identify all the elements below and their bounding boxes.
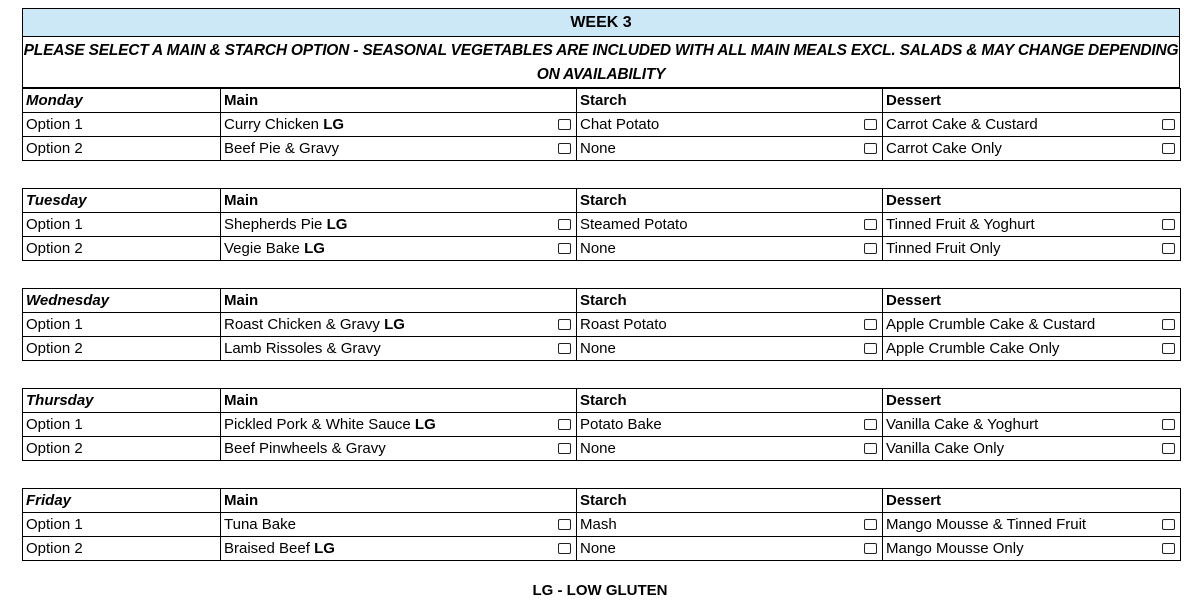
main-cell [221, 337, 577, 361]
option-row [23, 313, 1181, 337]
main-dish [224, 140, 339, 157]
dessert-name: Apple Crumble Cake & Custard [886, 316, 1096, 333]
main-select-checkbox[interactable] [558, 519, 571, 530]
low-gluten-tag: LG [414, 416, 436, 433]
dessert-cell [883, 513, 1181, 537]
main-select-checkbox[interactable] [558, 243, 571, 254]
dessert-select-checkbox[interactable] [1162, 519, 1175, 530]
main-cell [221, 113, 577, 137]
main-dish-name: Pickled Pork & White Sauce [224, 416, 411, 433]
day-header-row [23, 389, 1181, 413]
main-cell [221, 137, 577, 161]
day-spacer [22, 261, 1180, 288]
main-select-checkbox[interactable] [558, 419, 571, 430]
option-label: Option 2 [23, 337, 221, 361]
dessert-select-checkbox[interactable] [1162, 543, 1175, 554]
main-dish [224, 540, 335, 557]
dessert-name: Mango Mousse Only [886, 540, 1024, 557]
starch-column-header: Starch [577, 289, 883, 313]
starch-cell [577, 437, 883, 461]
dessert-select-checkbox[interactable] [1162, 419, 1175, 430]
main-dish-name: Beef Pie & Gravy [224, 140, 340, 157]
low-gluten-tag: LG [384, 316, 405, 333]
main-dish-name: Shepherds Pie [224, 216, 323, 233]
main-dish [224, 316, 405, 333]
starch-name: Chat Potato [580, 116, 660, 133]
option-row [23, 213, 1181, 237]
main-dish [224, 440, 386, 457]
day-name: Tuesday [23, 189, 221, 213]
dessert-column-header: Dessert [883, 389, 1181, 413]
main-column-header: Main [221, 89, 577, 113]
starch-cell [577, 513, 883, 537]
day-header-row [23, 489, 1181, 513]
main-dish [224, 240, 325, 257]
starch-cell [577, 337, 883, 361]
main-cell [221, 513, 577, 537]
low-gluten-tag: LG [323, 116, 345, 133]
starch-column-header: Starch [577, 189, 883, 213]
main-dish-name: Roast Chicken & Gravy [224, 316, 380, 333]
option-row [23, 413, 1181, 437]
starch-select-checkbox[interactable] [864, 243, 877, 254]
option-row [23, 237, 1181, 261]
low-gluten-tag: LG [304, 240, 325, 257]
option-label: Option 1 [23, 113, 221, 137]
option-row [23, 337, 1181, 361]
dessert-cell [883, 137, 1181, 161]
dessert-select-checkbox[interactable] [1162, 243, 1175, 254]
dessert-select-checkbox[interactable] [1162, 119, 1175, 130]
main-dish-name: Lamb Rissoles & Gravy [224, 340, 381, 357]
day-spacer [22, 161, 1180, 188]
day-table-tuesday [22, 188, 1181, 261]
menu-sheet [22, 8, 1180, 561]
dessert-select-checkbox[interactable] [1162, 219, 1175, 230]
main-select-checkbox[interactable] [558, 543, 571, 554]
option-label: Option 1 [23, 413, 221, 437]
option-label: Option 2 [23, 237, 221, 261]
starch-name: Roast Potato [580, 316, 667, 333]
starch-select-checkbox[interactable] [864, 443, 877, 454]
instructions-banner: PLEASE SELECT A MAIN & STARCH OPTION - SEASONAL VEGETABLES ARE INCLUDED WITH ALL MAIN MEALS EXCL. SALADS & MAY CHANGE DEPENDING ON AVAILABILITY [22, 37, 1180, 88]
main-dish [224, 416, 436, 433]
starch-name: None [580, 340, 616, 357]
dessert-column-header: Dessert [883, 189, 1181, 213]
dessert-cell [883, 437, 1181, 461]
day-name: Thursday [23, 389, 221, 413]
starch-column-header: Starch [577, 489, 883, 513]
option-label: Option 1 [23, 513, 221, 537]
main-dish [224, 116, 344, 133]
starch-select-checkbox[interactable] [864, 219, 877, 230]
starch-cell [577, 413, 883, 437]
main-select-checkbox[interactable] [558, 343, 571, 354]
starch-column-header: Starch [577, 89, 883, 113]
day-table-friday [22, 488, 1181, 561]
dessert-name: Mango Mousse & Tinned Fruit [886, 516, 1087, 533]
main-dish [224, 340, 381, 357]
dessert-name: Vanilla Cake & Yoghurt [886, 416, 1039, 433]
main-dish-name: Vegie Bake [224, 240, 300, 257]
dessert-column-header: Dessert [883, 289, 1181, 313]
dessert-cell [883, 413, 1181, 437]
starch-select-checkbox[interactable] [864, 543, 877, 554]
starch-name: None [580, 440, 616, 457]
dessert-cell [883, 237, 1181, 261]
dessert-name: Carrot Cake Only [886, 140, 1002, 157]
dessert-name: Tinned Fruit Only [886, 240, 1001, 257]
starch-name: None [580, 540, 616, 557]
main-column-header: Main [221, 189, 577, 213]
starch-name: Potato Bake [580, 416, 662, 433]
starch-cell [577, 213, 883, 237]
main-dish-name: Curry Chicken [224, 116, 320, 133]
main-cell [221, 437, 577, 461]
day-table-wednesday [22, 288, 1181, 361]
day-spacer [22, 461, 1180, 488]
main-cell [221, 313, 577, 337]
dessert-cell [883, 213, 1181, 237]
main-select-checkbox[interactable] [558, 319, 571, 330]
dessert-select-checkbox[interactable] [1162, 319, 1175, 330]
option-label: Option 2 [23, 137, 221, 161]
dessert-name: Vanilla Cake Only [886, 440, 1005, 457]
week-title: WEEK 3 [22, 8, 1180, 37]
dessert-name: Tinned Fruit & Yoghurt [886, 216, 1035, 233]
low-gluten-tag: LG [326, 216, 348, 233]
day-spacer [22, 361, 1180, 388]
starch-column-header: Starch [577, 389, 883, 413]
starch-select-checkbox[interactable] [864, 419, 877, 430]
main-column-header: Main [221, 289, 577, 313]
main-dish-name: Braised Beef [224, 540, 310, 557]
main-select-checkbox[interactable] [558, 219, 571, 230]
dessert-select-checkbox[interactable] [1162, 343, 1175, 354]
option-row [23, 113, 1181, 137]
starch-select-checkbox[interactable] [864, 319, 877, 330]
option-label: Option 1 [23, 213, 221, 237]
days-container [22, 88, 1180, 561]
starch-select-checkbox[interactable] [864, 519, 877, 530]
starch-cell [577, 537, 883, 561]
dessert-select-checkbox[interactable] [1162, 443, 1175, 454]
starch-name: None [580, 240, 616, 257]
starch-select-checkbox[interactable] [864, 343, 877, 354]
main-cell [221, 237, 577, 261]
starch-select-checkbox[interactable] [864, 119, 877, 130]
day-name: Monday [23, 89, 221, 113]
day-header-row [23, 189, 1181, 213]
starch-select-checkbox[interactable] [864, 143, 877, 154]
option-row [23, 537, 1181, 561]
main-dish [224, 516, 296, 533]
dessert-column-header: Dessert [883, 89, 1181, 113]
main-dish [224, 216, 347, 233]
starch-cell [577, 113, 883, 137]
main-select-checkbox[interactable] [558, 119, 571, 130]
low-gluten-tag: LG [314, 540, 335, 557]
starch-cell [577, 137, 883, 161]
option-label: Option 1 [23, 313, 221, 337]
main-column-header: Main [221, 489, 577, 513]
day-header-row [23, 289, 1181, 313]
starch-name: Mash [580, 516, 617, 533]
starch-name: None [580, 140, 616, 157]
dessert-column-header: Dessert [883, 489, 1181, 513]
starch-name: Steamed Potato [580, 216, 688, 233]
dessert-cell [883, 337, 1181, 361]
option-label: Option 2 [23, 437, 221, 461]
day-name: Wednesday [23, 289, 221, 313]
dessert-select-checkbox[interactable] [1162, 143, 1175, 154]
main-cell [221, 413, 577, 437]
main-select-checkbox[interactable] [558, 443, 571, 454]
dessert-name: Apple Crumble Cake Only [886, 340, 1060, 357]
option-row [23, 137, 1181, 161]
main-dish-name: Beef Pinwheels & Gravy [224, 440, 386, 457]
day-header-row [23, 89, 1181, 113]
main-cell [221, 213, 577, 237]
dessert-cell [883, 113, 1181, 137]
starch-cell [577, 237, 883, 261]
dessert-cell [883, 537, 1181, 561]
option-row [23, 513, 1181, 537]
dessert-name: Carrot Cake & Custard [886, 116, 1038, 133]
main-cell [221, 537, 577, 561]
main-column-header: Main [221, 389, 577, 413]
dessert-cell [883, 313, 1181, 337]
main-select-checkbox[interactable] [558, 143, 571, 154]
day-table-thursday [22, 388, 1181, 461]
day-name: Friday [23, 489, 221, 513]
main-dish-name: Tuna Bake [224, 516, 296, 533]
day-table-monday [22, 88, 1181, 161]
lg-legend: LG - LOW GLUTEN [532, 582, 668, 599]
option-label: Option 2 [23, 537, 221, 561]
starch-cell [577, 313, 883, 337]
option-row [23, 437, 1181, 461]
